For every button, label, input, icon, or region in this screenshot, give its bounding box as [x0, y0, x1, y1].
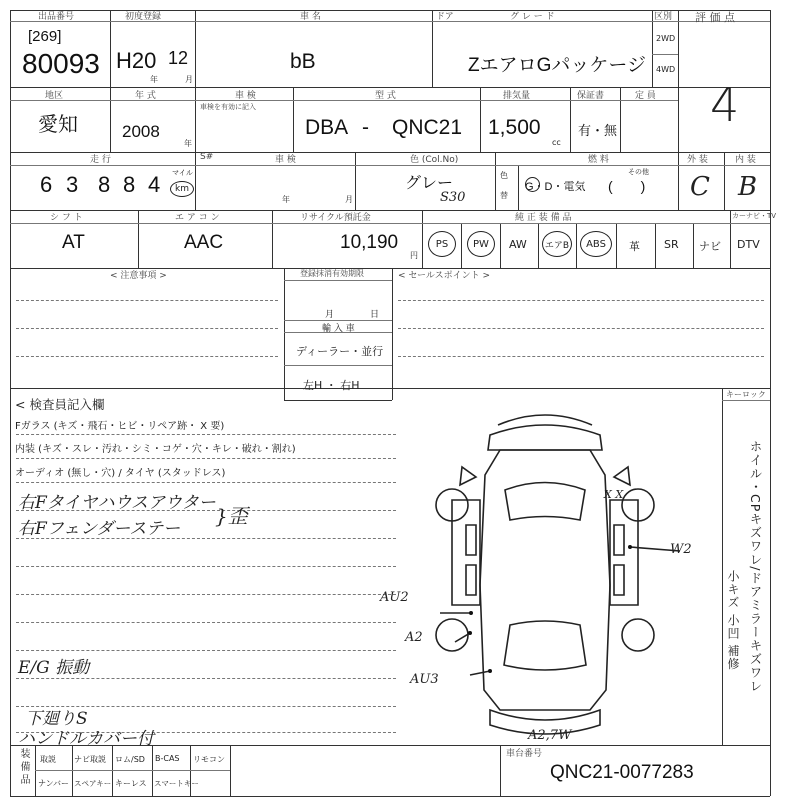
inspection-year: 年 — [282, 195, 290, 204]
first-reg-header: 初度登録 — [125, 12, 162, 22]
mileage-digit-4: 8 — [123, 172, 136, 197]
equip-sr: SR — [664, 238, 679, 251]
mark-w2: W2 — [670, 542, 692, 557]
model-prefix: DBA — [305, 116, 349, 139]
recall-header: 登録抹消有効期限 — [300, 269, 364, 278]
exterior-header: 外 装 — [687, 155, 708, 165]
record-header: 保証書 — [577, 91, 605, 101]
acc-spare-key: スペアキー — [74, 779, 112, 788]
grade-value: ZエアロGパッケージ — [468, 55, 647, 76]
equip-dtv: DTV — [737, 238, 760, 251]
recall-day: 日 — [370, 310, 380, 320]
inspector-line-2: 内装 (キズ・スレ・汚れ・シミ・コゲ・穴・キレ・破れ・割れ) — [15, 444, 296, 455]
mark-a2: A2 — [405, 630, 423, 645]
body-number-header: 車 検 — [275, 155, 296, 165]
model-year-value: 2008 — [122, 122, 160, 141]
handwritten-note-3b: ハンドルカバー付 — [18, 729, 154, 749]
acc-manual: 取説 — [40, 755, 56, 764]
shift-value: AT — [62, 232, 85, 253]
handwritten-note-1b: 右Fフェンダーステー — [18, 519, 181, 539]
auction-sheet — [10, 10, 777, 796]
acc-bcas: B-CAS — [155, 754, 180, 763]
wheel-rear-left — [436, 619, 468, 651]
model-header: 型 式 — [375, 91, 396, 101]
exterior-grade: C — [690, 172, 710, 202]
equip-ps: PS — [428, 231, 456, 257]
drive-4wd: 4WD — [656, 65, 676, 74]
handwritten-note-2: E/G 振動 — [18, 658, 90, 678]
equip-pw: PW — [467, 231, 495, 257]
side-note-left: 小キズ 小凹 補修 — [726, 570, 740, 671]
rear-window-shape — [504, 621, 586, 670]
color-change-a: 色 — [500, 171, 508, 180]
fuel-header: 燃 料 — [588, 155, 609, 165]
sales-point-header: < セールスポイント > — [398, 271, 490, 281]
handwritten-note-1c: }歪 — [215, 504, 248, 528]
navi-tv-header: カーナビ・TV — [732, 212, 777, 220]
equip-aw: AW — [509, 238, 527, 251]
lot-number: 80093 — [22, 48, 100, 79]
interior-header: 内 装 — [735, 155, 756, 165]
mileage-unit-mile: マイル — [172, 169, 193, 177]
color-change-b: 替 — [500, 191, 508, 200]
mileage-digit-3: 8 — [98, 172, 111, 197]
door-header: ドア — [436, 12, 454, 22]
fuel-other-value: ( ) — [608, 178, 646, 194]
eval-header: 評 価 点 — [695, 11, 735, 24]
inspector-line-1: Fガラス (キズ・飛石・ヒビ・リペア跡・ X 要) — [15, 421, 225, 432]
recycle-fee: 10,190 — [340, 232, 399, 253]
first-reg-year-unit: 年 — [150, 75, 158, 84]
equip-leather: 革 — [629, 240, 640, 253]
color-header: 色 (Col.No) — [410, 155, 459, 165]
grade-header: グ レ ー ド — [510, 12, 555, 22]
lot-header: 出品番号 — [38, 12, 75, 22]
inspection-note: 車検を有効に記入 — [200, 103, 256, 111]
mileage-digit-5: 4 — [148, 172, 161, 197]
interior-grade: B — [738, 172, 758, 202]
side-note-main: ホイル・CPキズワレ/ドアミラーキズワレ — [748, 440, 763, 693]
acc-plate: ナンバー — [38, 779, 70, 788]
recall-month: 月 — [325, 310, 335, 320]
recycle-header: リサイクル預託金 — [300, 213, 371, 223]
car-name-header: 車 名 — [300, 12, 321, 22]
inspector-line-3: オーディオ (無し・穴) / タイヤ (スタッドレス) — [15, 468, 226, 479]
handwritten-note-1a: 右Fタイヤハウスアウター — [18, 493, 216, 513]
lot-bracket: [269] — [28, 28, 62, 45]
equip-airbag: エアB — [542, 231, 572, 257]
car-damage-diagram — [380, 405, 710, 745]
color-name: グレー — [405, 175, 454, 192]
acc-smart-key: スマートキー — [154, 779, 199, 788]
evaluation-score: 4 — [710, 78, 740, 132]
import-steering: 左H ・ 右H — [303, 379, 360, 392]
import-dealer: ディーラー・並行 — [296, 345, 384, 358]
mileage-digit-1: 6 — [40, 172, 53, 197]
record-value: 有・無 — [578, 123, 618, 138]
aircon-value: AAC — [184, 232, 224, 253]
mark-au2: AU2 — [380, 590, 409, 605]
region-value: 愛知 — [38, 114, 78, 136]
mark-a2-7w: A2,7W — [528, 728, 572, 743]
handwritten-note-3a: 下廻りS — [25, 709, 88, 729]
equip-navi: ナビ — [699, 240, 721, 253]
capacity-header: 定 員 — [635, 91, 656, 101]
model-dash: - — [362, 116, 369, 139]
import-header: 輸 入 車 — [322, 324, 355, 334]
serial-header: S# — [200, 152, 214, 162]
fuel-options: G・D・電気 — [525, 181, 586, 193]
model-code: QNC21 — [392, 116, 463, 139]
mileage-digit-2: 3 — [66, 172, 79, 197]
equipment-header: 純 正 装 備 品 — [515, 213, 572, 223]
displacement-value: 1,500 — [488, 116, 541, 139]
keylock-header: キーロック — [726, 390, 766, 399]
inspection-month: 月 — [345, 195, 353, 204]
shift-header: シ フ ト — [50, 213, 83, 223]
inspector-header: < 検査員記入欄 — [15, 397, 105, 412]
car-body-shape — [480, 450, 610, 710]
windshield-shape — [505, 483, 585, 521]
front-bumper-shape — [488, 425, 602, 450]
recycle-unit: 円 — [410, 251, 418, 260]
fuel-gasoline-circle — [525, 177, 540, 192]
frame-number: QNC21-0077283 — [550, 762, 694, 783]
shift-type-header: 区別 — [654, 12, 673, 22]
frame-no-header: 車台番号 — [506, 749, 543, 759]
first-reg-month: 12 — [168, 48, 189, 68]
color-code: S30 — [440, 190, 466, 205]
accessories-label: 装 備 品 — [18, 748, 29, 785]
model-year-header: 年 式 — [135, 91, 156, 101]
displacement-unit: cc — [552, 138, 561, 147]
acc-keyless: キーレス — [115, 779, 147, 788]
wheel-rear-right — [622, 619, 654, 651]
mileage-unit-km: km — [170, 181, 194, 197]
inspection-header: 車 検 — [235, 91, 256, 101]
aircon-header: エ ア コ ン — [175, 213, 220, 223]
first-reg-era: H20 — [116, 48, 157, 73]
fuel-other-label: その他 — [628, 168, 649, 176]
mileage-header: 走 行 — [90, 155, 111, 165]
displacement-header: 排気量 — [503, 91, 531, 101]
first-reg-month-unit: 月 — [185, 75, 193, 84]
acc-remote: リモコン — [193, 755, 225, 764]
equip-abs: ABS — [580, 231, 612, 257]
mark-au3: AU3 — [410, 672, 439, 687]
acc-navi-manual: ナビ取説 — [74, 755, 106, 764]
model-year-unit: 年 — [184, 139, 192, 148]
drive-2wd: 2WD — [656, 34, 676, 43]
region-header: 地区 — [45, 91, 64, 101]
car-name: bB — [290, 50, 316, 73]
caution-header: < 注意事項 > — [110, 271, 167, 281]
mark-xx: X X — [604, 488, 624, 501]
acc-rom-sd: ロム/SD — [115, 755, 145, 764]
